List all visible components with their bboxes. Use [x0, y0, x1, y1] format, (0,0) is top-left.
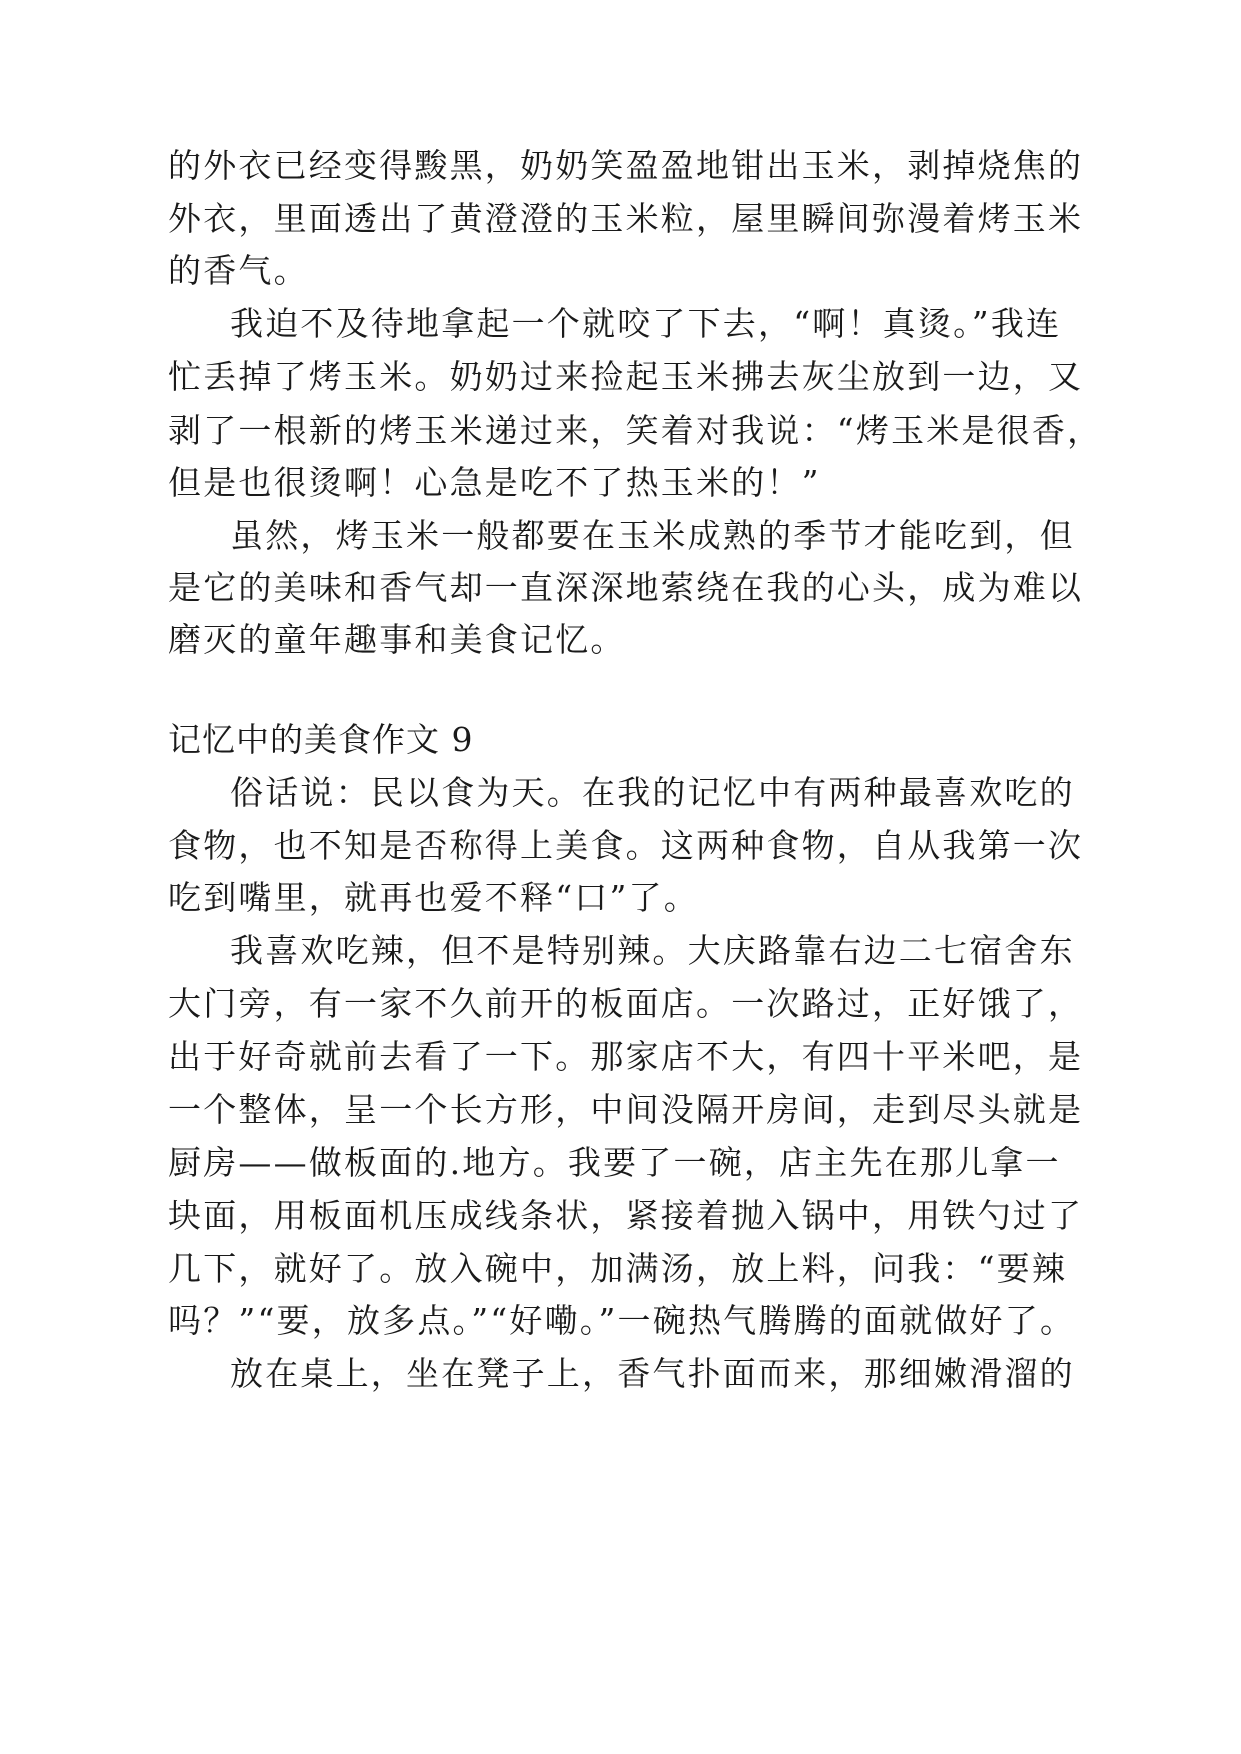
text-line: 剥了一根新的烤玉米递过来，笑着对我说：“烤玉米是很香，	[168, 411, 1103, 450]
paragraph-first-line: 虽然，烤玉米一般都要在玉米成熟的季节才能吃到，但	[230, 516, 1075, 555]
text-line: 吗？”“要，放多点。”“好嘞。”一碗热气腾腾的面就做好了。	[168, 1301, 1076, 1340]
text-line: 吃到嘴里，就再也爱不释“口”了。	[168, 878, 699, 917]
paragraph-first-line: 俗话说：民以食为天。在我的记忆中有两种最喜欢吃的	[230, 773, 1075, 812]
text-line: 但是也很烫啊！心急是吃不了热玉米的！”	[168, 463, 821, 502]
text-line: 块面，用板面机压成线条状，紧接着抛入锅中，用铁勺过了	[168, 1196, 1084, 1235]
text-line: 几下，就好了。放入碗中，加满汤，放上料，问我：“要辣	[168, 1249, 1068, 1288]
paragraph-first-line: 我迫不及待地拿起一个就咬了下去，“啊！真烫。”我连	[230, 304, 1062, 343]
text-line: 的外衣已经变得黢黑，奶奶笑盈盈地钳出玉米，剥掉烧焦的	[168, 146, 1084, 185]
text-line: 出于好奇就前去看了一下。那家店不大，有四十平米吧，是	[168, 1037, 1084, 1076]
text-line: 大门旁，有一家不久前开的板面店。一次路过，正好饿了，	[168, 984, 1084, 1023]
text-line: 忙丢掉了烤玉米。奶奶过来捡起玉米拂去灰尘放到一边，又	[168, 357, 1084, 396]
text-line: 是它的美味和香气却一直深深地萦绕在我的心头，成为难以	[168, 568, 1084, 607]
section-heading: 记忆中的美食作文 9	[168, 720, 474, 759]
paragraph-first-line: 放在桌上，坐在凳子上，香气扑面而来，那细嫩滑溜的	[230, 1354, 1075, 1393]
text-line: 磨灭的童年趣事和美食记忆。	[168, 620, 626, 659]
text-line: 厨房——做板面的.地方。我要了一碗，店主先在那儿拿一	[168, 1143, 1061, 1182]
text-line: 一个整体，呈一个长方形，中间没隔开房间，走到尽头就是	[168, 1090, 1084, 1129]
text-line: 的香气。	[168, 251, 309, 290]
paragraph-first-line: 我喜欢吃辣，但不是特别辣。大庆路靠右边二七宿舍东	[230, 931, 1075, 970]
text-line: 食物，也不知是否称得上美食。这两种食物，自从我第一次	[168, 826, 1084, 865]
text-line: 外衣，里面透出了黄澄澄的玉米粒，屋里瞬间弥漫着烤玉米	[168, 199, 1084, 238]
